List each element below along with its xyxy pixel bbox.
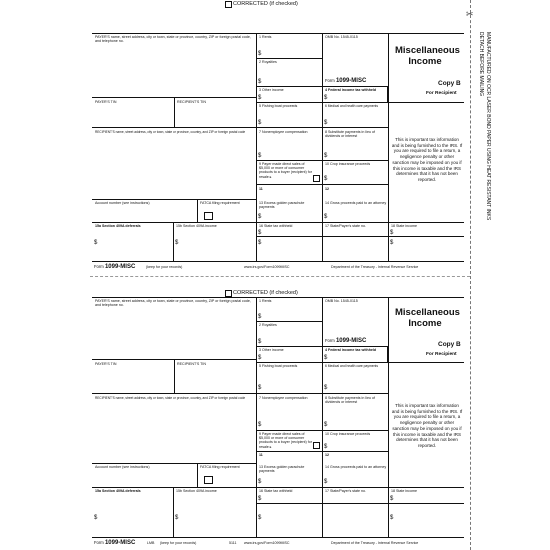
box8-dollar: $ [324,153,328,159]
box9-checkbox[interactable] [313,442,320,449]
box8-substitute-label: 8 Substitute payments in lieu of dividends or interest [325,396,375,405]
footer-irs-url: www.irs.gov/Form1099MISC [244,541,290,545]
box18-state-income-label: 18 State income [391,224,417,228]
box6-dollar: $ [324,385,328,391]
footer-form-id: Form 1099-MISC [94,540,136,546]
side-text-detach: DETACH BEFORE MAILING [478,32,484,97]
box5-dollar: $ [258,385,262,391]
box11-label: 11 [259,453,263,457]
box15a-label: 15a Section 409A deferrals [95,224,141,228]
box5-dollar: $ [258,120,262,126]
box18-dollar-a: $ [390,230,394,236]
box18-state-income-label: 18 State income [391,489,417,493]
box2-royalties-label: 2 Royalties [259,323,277,327]
payer-info-label: PAYER'S name, street address, city or town, state or province, country, ZIP or foreign postal code, and telephone no. [95,35,251,44]
box18-dollar-b: $ [390,515,394,521]
box14-dollar: $ [324,479,328,485]
box15a-dollar: $ [94,240,98,246]
for-recipient-label: For Recipient [426,352,457,357]
copy-b-label: Copy B [438,341,461,348]
omb-number: OMB No. 1545-0115 [325,35,358,39]
box8-substitute-label: 8 Substitute payments in lieu of dividends or interest [325,130,375,139]
box9-direct-sales-label: 9 Payer made direct sales of $5,000 or more of consumer products to a buyer (recipient) for resale ▸ [259,432,312,449]
box10-dollar: $ [324,176,328,182]
box1-dollar: $ [258,314,262,320]
payer-info-label: PAYER'S name, street address, city or town, state or province, country, ZIP or foreign postal code, and telephone no. [95,299,251,308]
fatca-label: FATCA filing requirement [200,465,240,469]
box16-dollar-a: $ [258,230,262,236]
footer-department: Department of the Treasury - Internal Revenue Service [331,265,419,269]
box3-dollar: $ [258,95,262,101]
important-tax-info-note: This is important tax information and is being furnished to the IRS. If you are required to file a return, a negligence penalty or other sanction may be imposed on you if this income is taxable and the IRS determines that it has not been reported. [391,137,463,182]
payer-tin-label: PAYER'S TIN [95,362,117,366]
footer-keep-records: (keep for your records) [146,265,183,269]
recipient-info-label: RECIPIENT'S name, street address, city or town, state or province, country, and ZIP or foreign postal code [95,396,246,400]
box13-dollar: $ [258,479,262,485]
box6-medical-label: 6 Medical and health care payments [325,364,378,368]
box16-state-tax-label: 16 State tax withheld [259,224,293,228]
box8-dollar: $ [324,422,328,428]
form-title: Miscellaneous Income [395,307,460,329]
box5-fishing-label: 5 Fishing boat proceeds [259,104,298,108]
box12-label: 12 [325,187,329,191]
box7-nonemployee-label: 7 Nonemployee compensation [259,130,308,134]
box2-dollar: $ [258,79,262,85]
box4-dollar: $ [324,355,328,361]
box10-dollar: $ [324,444,328,450]
box17-state-no-label: 17 State/Payer's state no. [325,489,367,493]
footer-keep-records: (keep for your records) [160,541,197,545]
box15b-dollar: $ [175,240,179,246]
account-number-label: Account number (see instructions) [95,465,150,469]
corrected-label: CORRECTED (if checked) [233,290,298,296]
for-recipient-label: For Recipient [426,91,457,96]
box3-other-income-label: 3 Other income [259,88,284,92]
footer-irs-url: www.irs.gov/Form1099MISC [244,265,290,269]
box14-attorney-label: 14 Gross proceeds paid to an attorney [325,465,387,469]
recipient-tin-label: RECIPIENT'S TIN [177,362,206,366]
box1-rents-label: 1 Rents [259,299,272,303]
box15a-dollar: $ [94,515,98,521]
footer-lmb: LMB [147,541,155,545]
box1-rents-label: 1 Rents [259,35,272,39]
box7-dollar: $ [258,153,262,159]
footer-code: 5111 [229,541,237,545]
box16-dollar-b: $ [258,515,262,521]
form-copy-bottom [0,289,470,550]
fatca-label: FATCA filing requirement [200,201,240,205]
box4-dollar: $ [324,95,328,101]
box4-federal-tax-label: 4 Federal income tax withheld [325,88,377,92]
side-text-paper: MANUFACTURED ON OCR LASER BOND PAPER USING HEAT RESISTANT INKS [485,32,491,221]
box16-dollar-a: $ [258,496,262,502]
fatca-checkbox[interactable] [204,212,213,220]
box6-dollar: $ [324,120,328,126]
box6-medical-label: 6 Medical and health care payments [325,104,378,108]
box13-golden-label: 13 Excess golden parachute payments [259,201,305,210]
fatca-checkbox[interactable] [204,476,213,484]
recipient-info-label: RECIPIENT'S name, street address, city or town, state or province, country, and ZIP or foreign postal code [95,130,246,134]
form-id-label: Form 1099-MISC [325,78,367,84]
box4-federal-tax-label: 4 Federal income tax withheld [325,348,377,352]
box5-fishing-label: 5 Fishing boat proceeds [259,364,298,368]
box9-checkbox[interactable] [313,175,320,182]
omb-number: OMB No. 1545-0115 [325,299,358,303]
form-copy-top [0,0,470,275]
box2-dollar: $ [258,339,262,345]
box1-dollar: $ [258,51,262,57]
corrected-checkbox[interactable] [225,290,232,297]
box13-dollar: $ [258,214,262,220]
form-id-label: Form 1099-MISC [325,338,367,344]
box11-label: 11 [259,187,263,191]
box16-dollar-b: $ [258,240,262,246]
box18-dollar-a: $ [390,496,394,502]
box9-direct-sales-label: 9 Payer made direct sales of $5,000 or more of consumer products to a buyer (recipient) for resale ▸ [259,162,312,179]
box10-crop-label: 10 Crop insurance proceeds [325,432,371,436]
copy-b-label: Copy B [438,80,461,87]
box15b-dollar: $ [175,515,179,521]
horizontal-perforation-line [90,276,470,277]
account-number-label: Account number (see instructions) [95,201,150,205]
box10-crop-label: 10 Crop insurance proceeds [325,162,371,166]
form-title: Miscellaneous Income [395,45,460,67]
box7-dollar: $ [258,422,262,428]
corrected-checkbox[interactable] [225,1,232,8]
important-tax-info-note: This is important tax information and is being furnished to the IRS. If you are required to file a return, a negligence penalty or other sanction may be imposed on you if this income is taxable and the IRS determines that it has not been reported. [391,403,463,448]
box3-other-income-label: 3 Other income [259,348,284,352]
box16-state-tax-label: 16 State tax withheld [259,489,293,493]
box7-nonemployee-label: 7 Nonemployee compensation [259,396,308,400]
box3-dollar: $ [258,355,262,361]
box2-royalties-label: 2 Royalties [259,60,277,64]
box15b-label: 15b Section 409A income [176,224,217,228]
box18-dollar-b: $ [390,240,394,246]
recipient-tin-label: RECIPIENT'S TIN [177,100,206,104]
scissors-icon: ✂ [466,9,474,19]
box17-state-no-label: 17 State/Payer's state no. [325,224,367,228]
box13-golden-label: 13 Excess golden parachute payments [259,465,305,474]
footer-form-id: Form 1099-MISC [94,264,136,270]
box15b-label: 15b Section 409A income [176,489,217,493]
vertical-perforation-line [470,0,471,550]
box12-label: 12 [325,453,329,457]
box14-attorney-label: 14 Gross proceeds paid to an attorney [325,201,387,205]
footer-department: Department of the Treasury - Internal Revenue Service [331,541,419,545]
corrected-label: CORRECTED (if checked) [233,1,298,7]
payer-tin-label: PAYER'S TIN [95,100,117,104]
box15a-label: 15a Section 409A deferrals [95,489,141,493]
box14-dollar: $ [324,214,328,220]
